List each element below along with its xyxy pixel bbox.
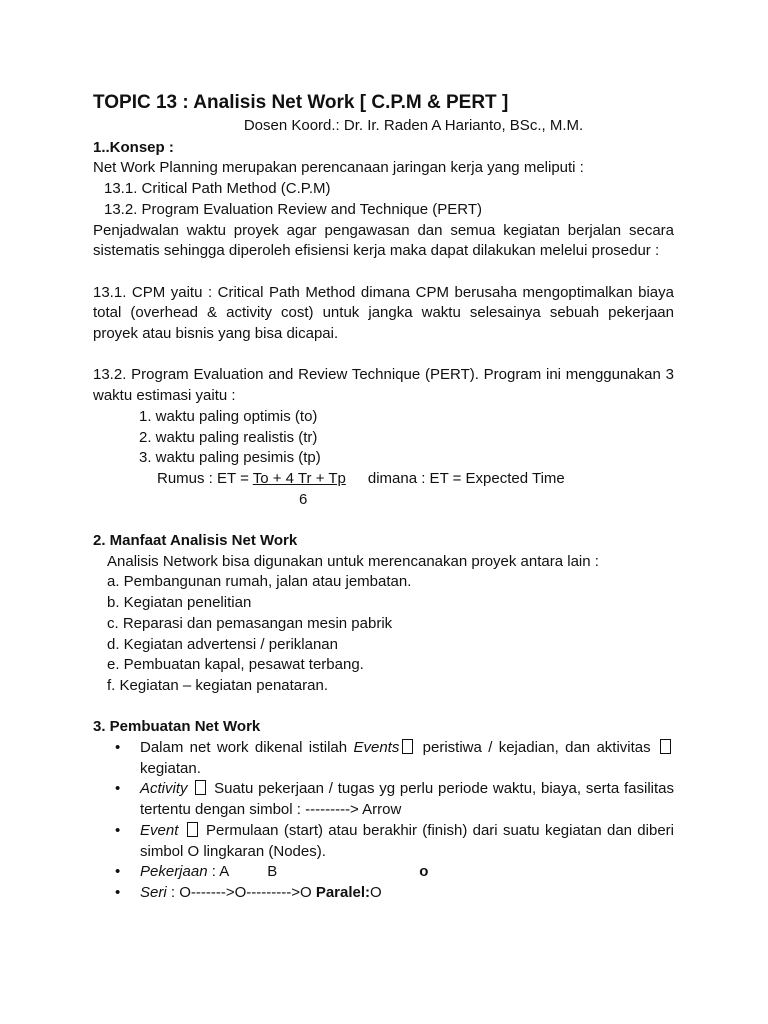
missing-glyph-icon [660, 739, 671, 754]
formula-label: Rumus : ET = [157, 469, 253, 487]
missing-glyph-icon [195, 780, 206, 795]
bullet-item-seri: • Seri : O------->O--------->O Paralel:O [93, 883, 674, 904]
formula-denominator: 6 [299, 490, 308, 508]
usage-list [93, 552, 674, 697]
formula-definition: dimana : ET = Expected Time [367, 469, 565, 487]
estimate-item: 1. waktu paling optimis (to) [139, 407, 318, 425]
method-item-pert: 13.2. Program Evaluation Review and Technique (PERT) [104, 200, 482, 218]
bullet-icon: • [115, 780, 121, 798]
cpm-paragraph: 13.1. CPM yaitu : Critical Path Method dimana CPM berusaha mengoptimalkan biaya total (overhead & activity cost) untuk jangka waktu selesainya sebuah pekerjaan proyek atau bisnis yang bisa dicapai. [93, 283, 674, 343]
page-title: TOPIC 13 : Analisis Net Work [ C.P.M & PERT ] [93, 92, 509, 113]
section-3-heading: 3. Pembuatan Net Work [93, 718, 261, 736]
usage-intro: Analisis Network bisa digunakan untuk merencanakan proyek antara lain : [107, 552, 599, 570]
missing-glyph-icon [402, 739, 413, 754]
bullet-item-pekerjaan: • Pekerjaan : A B o [93, 862, 674, 883]
bullet-item-event: • Event Permulaan (start) atau berakhir (finish) dari suatu kegiatan dan diberi simbol O lingkaran (Nodes). [115, 821, 674, 860]
estimate-item: 2. waktu paling realistis (tr) [139, 428, 318, 446]
bullet-item-activity: • Activity Suatu pekerjaan / tugas yg perlu periode waktu, biaya, serta fasilitas tertentu dengan simbol : ---------> Arrow [115, 780, 674, 819]
method-item-cpm: 13.1. Critical Path Method (C.P.M) [104, 180, 331, 198]
document-page [93, 90, 674, 904]
bullet-icon: • [115, 883, 121, 901]
list-item: e. Pembuatan kapal, pesawat terbang. [107, 656, 364, 674]
author-line: Dosen Koord.: Dr. Ir. Raden A Harianto, BSc., M.M. [243, 117, 584, 134]
list-item: c. Reparasi dan pemasangan mesin pabrik [107, 614, 393, 632]
missing-glyph-icon [187, 822, 198, 837]
list-item: f. Kegiatan – kegiatan penataran. [107, 676, 329, 694]
estimate-item: 3. waktu paling pesimis (tp) [139, 449, 321, 467]
list-item: d. Kegiatan advertensi / periklanan [107, 635, 338, 653]
formula-line [93, 469, 674, 490]
section-2-heading: 2. Manfaat Analisis Net Work [93, 532, 298, 550]
section-1-paragraph: Penjadwalan waktu proyek agar pengawasan dan semua kegiatan berjalan secara sistematis sehingga diperoleh efisiensi kerja maka dapat dilakukan melelui prosedur : [93, 221, 674, 260]
pert-paragraph: 13.2. Program Evaluation and Review Technique (PERT). Program ini menggunakan 3 waktu estimasi yaitu : [93, 366, 674, 405]
bullet-icon: • [115, 863, 121, 881]
section-1-heading: 1..Konsep : [93, 138, 174, 156]
list-item: a. Pembangunan rumah, jalan atau jembatan. [107, 573, 412, 591]
bullet-icon: • [115, 739, 121, 757]
list-item: b. Kegiatan penelitian [107, 594, 252, 612]
section-1-intro: Net Work Planning merupakan perencanaan jaringan kerja yang meliputi : [93, 159, 584, 177]
bullet-item-events: • Dalam net work dikenal istilah Events peristiwa / kejadian, dan aktivitas kegiatan. [93, 738, 674, 779]
bullet-icon: • [115, 821, 121, 839]
formula-numerator: To + 4 Tr + Tp [252, 469, 346, 487]
